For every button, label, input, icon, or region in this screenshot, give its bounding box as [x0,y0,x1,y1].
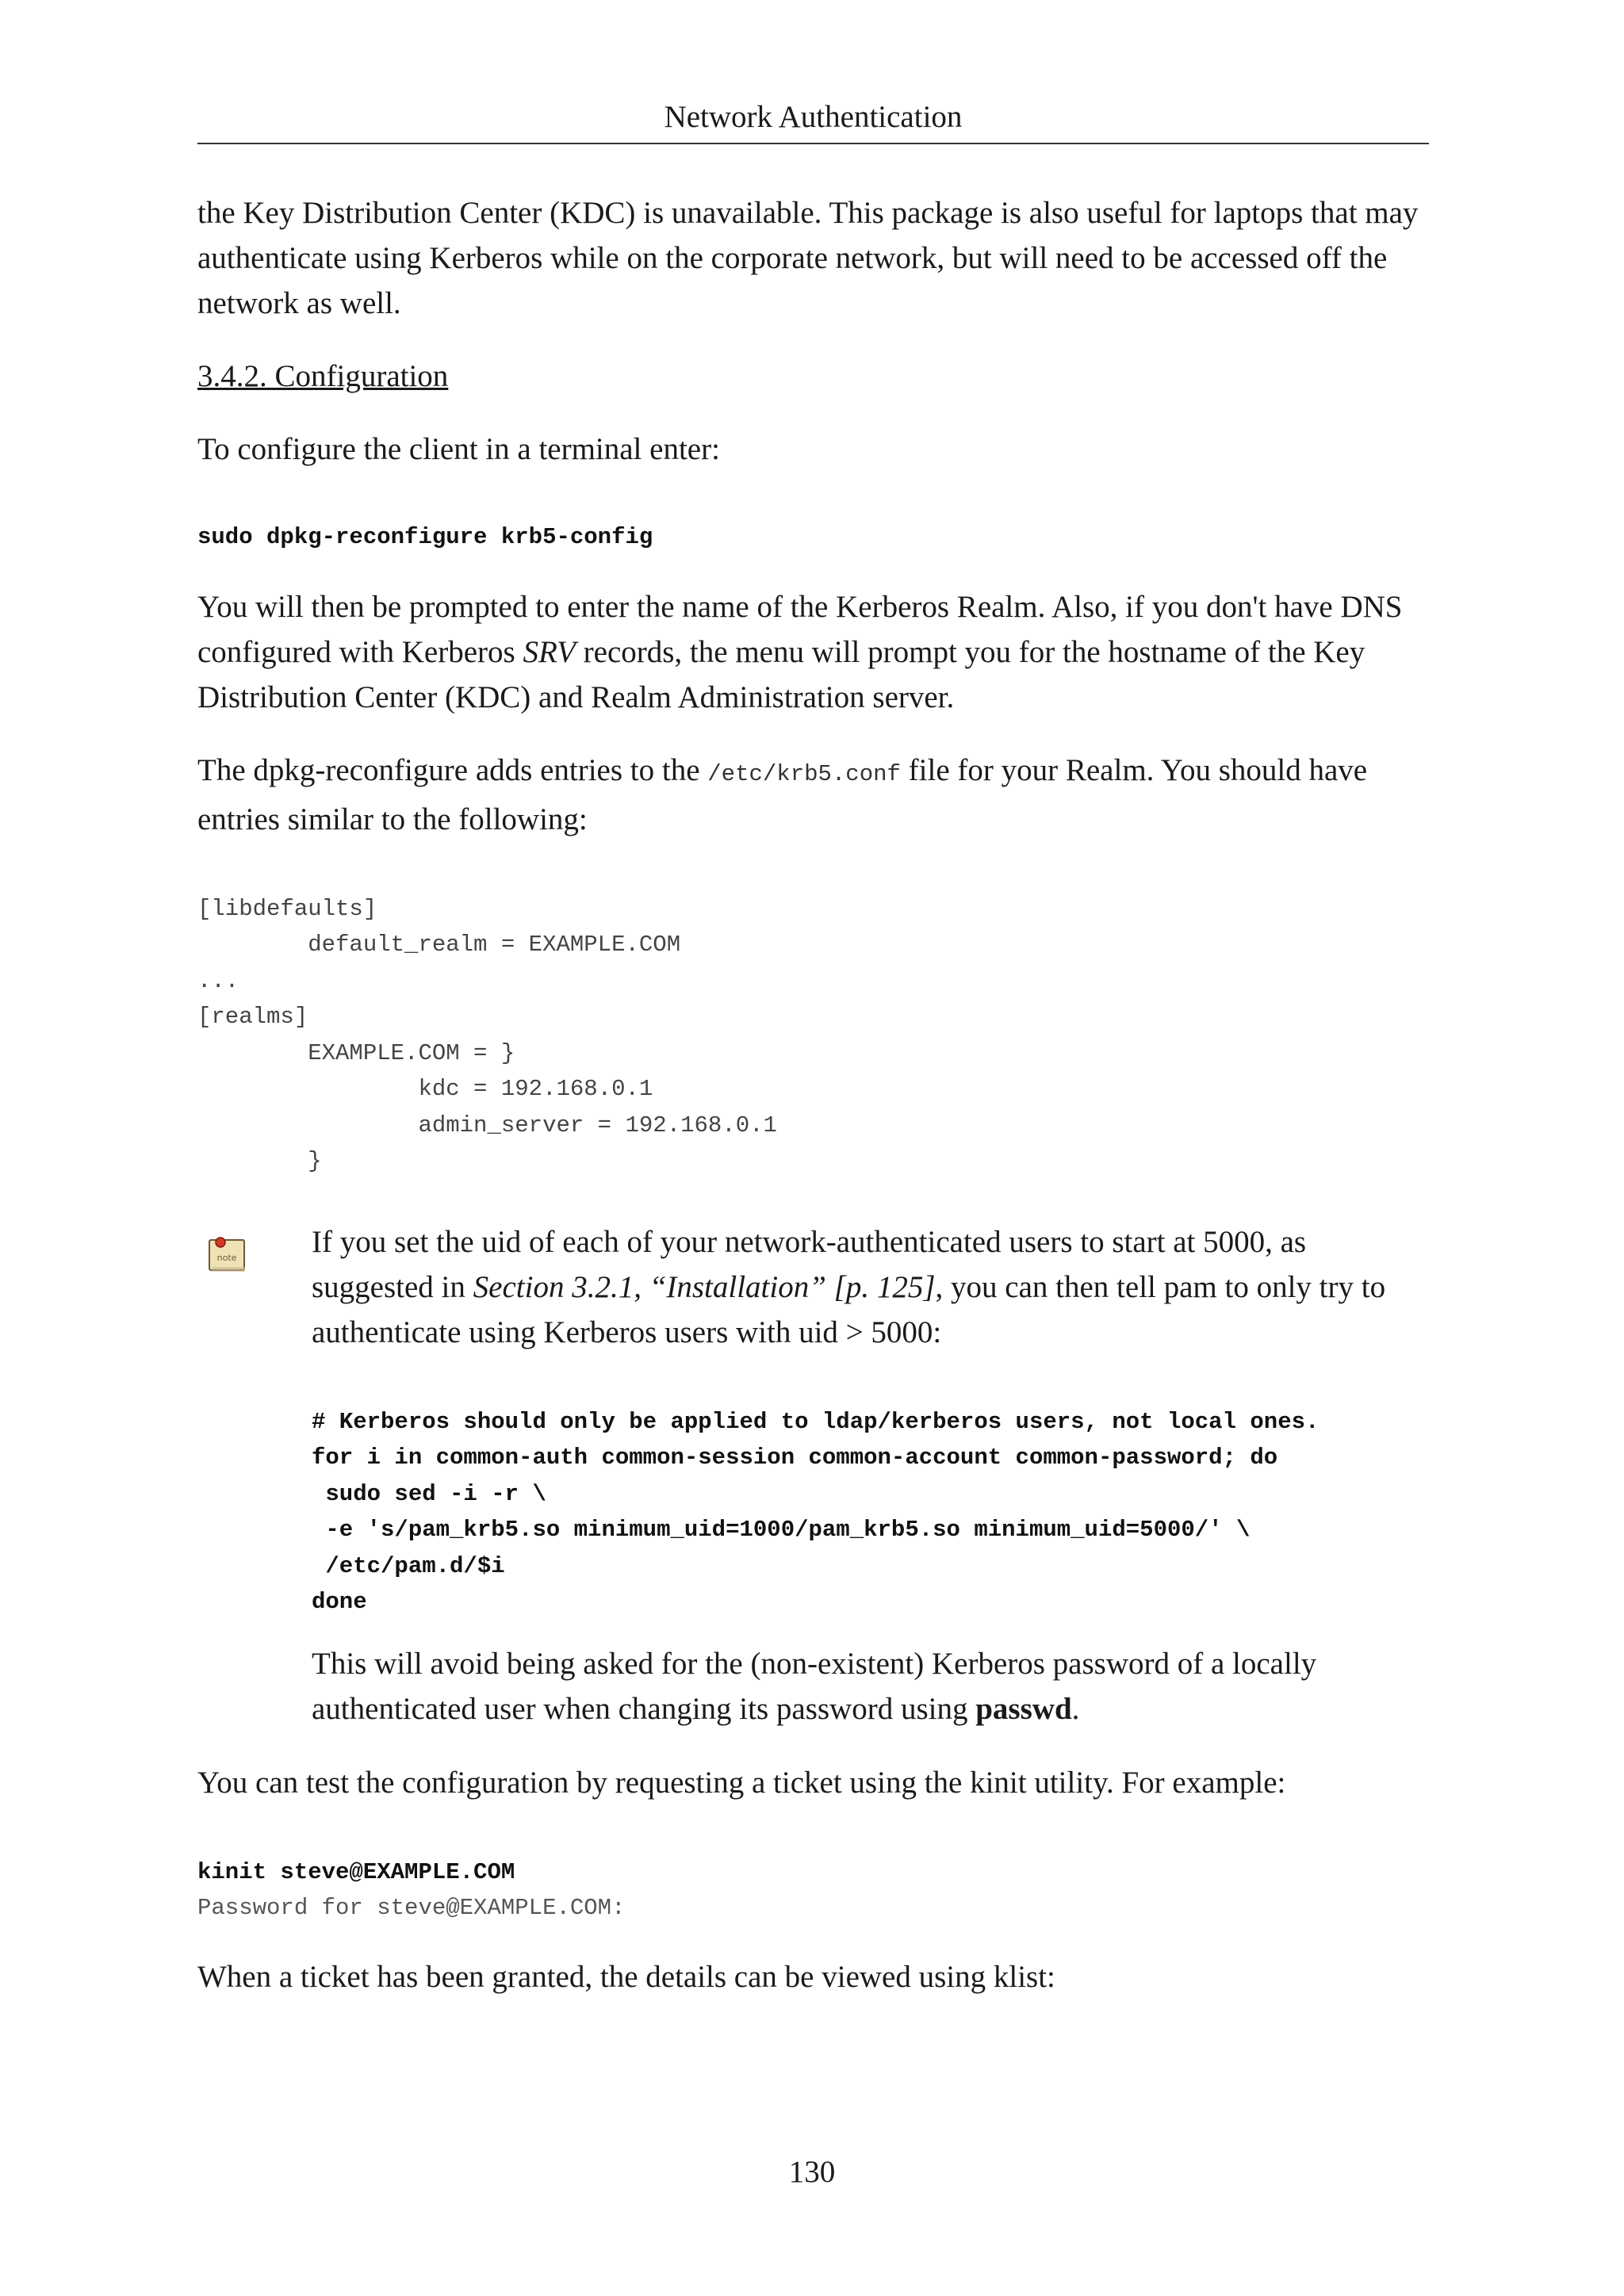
note-after-text-2: . [1071,1691,1080,1726]
section-heading: 3.4.2. Configuration [197,359,449,393]
note-icon [207,1234,248,1275]
note-admonition [197,1219,1434,1732]
note-text-1: If you set the uid of each of your network-authenticated users to start at 5000, as suggested in [312,1224,1307,1304]
krb5-conf-filename: /etc/krb5.conf [707,760,901,787]
kinit-example [197,1854,1434,1927]
note-text-2: , you can then tell pam to only try to authenticate using Kerberos users with uid > 5000: [312,1269,1386,1349]
note-after-paragraph [312,1641,1434,1732]
prompt-text-2: records, the menu will prompt you for the hostname of the Key Distribution Center (KDC) and Realm Administration server. [197,634,1365,714]
page-content [197,190,1434,1999]
page-number: 130 [788,2155,836,2189]
configure-paragraph: To configure the client in a terminal enter: [197,432,720,466]
note-text [312,1219,1434,1355]
test-paragraph: You can test the configuration by requesting a ticket using the kinit utility. For example: [197,1765,1286,1800]
srv-emphasis: SRV [523,634,576,669]
note-after-text-1: This will avoid being asked for the (non-existent) Kerberos password of a locally authenticated user when changing its password using [312,1646,1317,1726]
entries-text-1: The dpkg-reconfigure adds entries to the [197,752,708,787]
note-cross-reference[interactable]: Section 3.2.1, “Installation” [p. 125] [473,1269,936,1304]
page-header [197,95,1429,144]
prompt-text-1: You will then be prompted to enter the name of the Kerberos Realm. Also, if you don't have DNS configured with Kerberos [197,589,1403,669]
intro-paragraph: the Key Distribution Center (KDC) is unavailable. This package is also useful for laptops that may authenticate using Kerberos while on the corporate network, but will need to be accessed off the network as well. [197,196,1419,320]
kinit-command: kinit steve@EXAMPLE.COM [197,1858,515,1885]
note-icon-label: note [216,1252,237,1263]
entries-paragraph [197,748,1434,842]
header-title: Network Authentication [664,100,963,134]
reconfigure-command: sudo dpkg-reconfigure krb5-config [197,524,653,550]
passwd-command: passwd [975,1691,1072,1726]
kinit-output: Password for steve@EXAMPLE.COM: [197,1895,626,1921]
krb5-conf-listing: [libdefaults] default_realm = EXAMPLE.COM ... [realms] EXAMPLE.COM = } kdc = 192.168.0.1 admin_server = 192.168.0.1 } [197,895,777,1174]
prompt-paragraph [197,584,1434,720]
klist-paragraph: When a ticket has been granted, the details can be viewed using klist: [197,1959,1055,1994]
pam-config-code: # Kerberos should only be applied to ldap/kerberos users, not local ones. for i in common-auth common-session common-account common-password; do sudo sed -i -r \ -e 's/pam_krb5.so minimum_uid=1000/pam_krb5.so minimum_uid=5000/' \ /etc/pam.d/$i done [312,1408,1320,1615]
entries-text-2: file for your Realm. You should have entries similar to the following: [197,752,1368,836]
